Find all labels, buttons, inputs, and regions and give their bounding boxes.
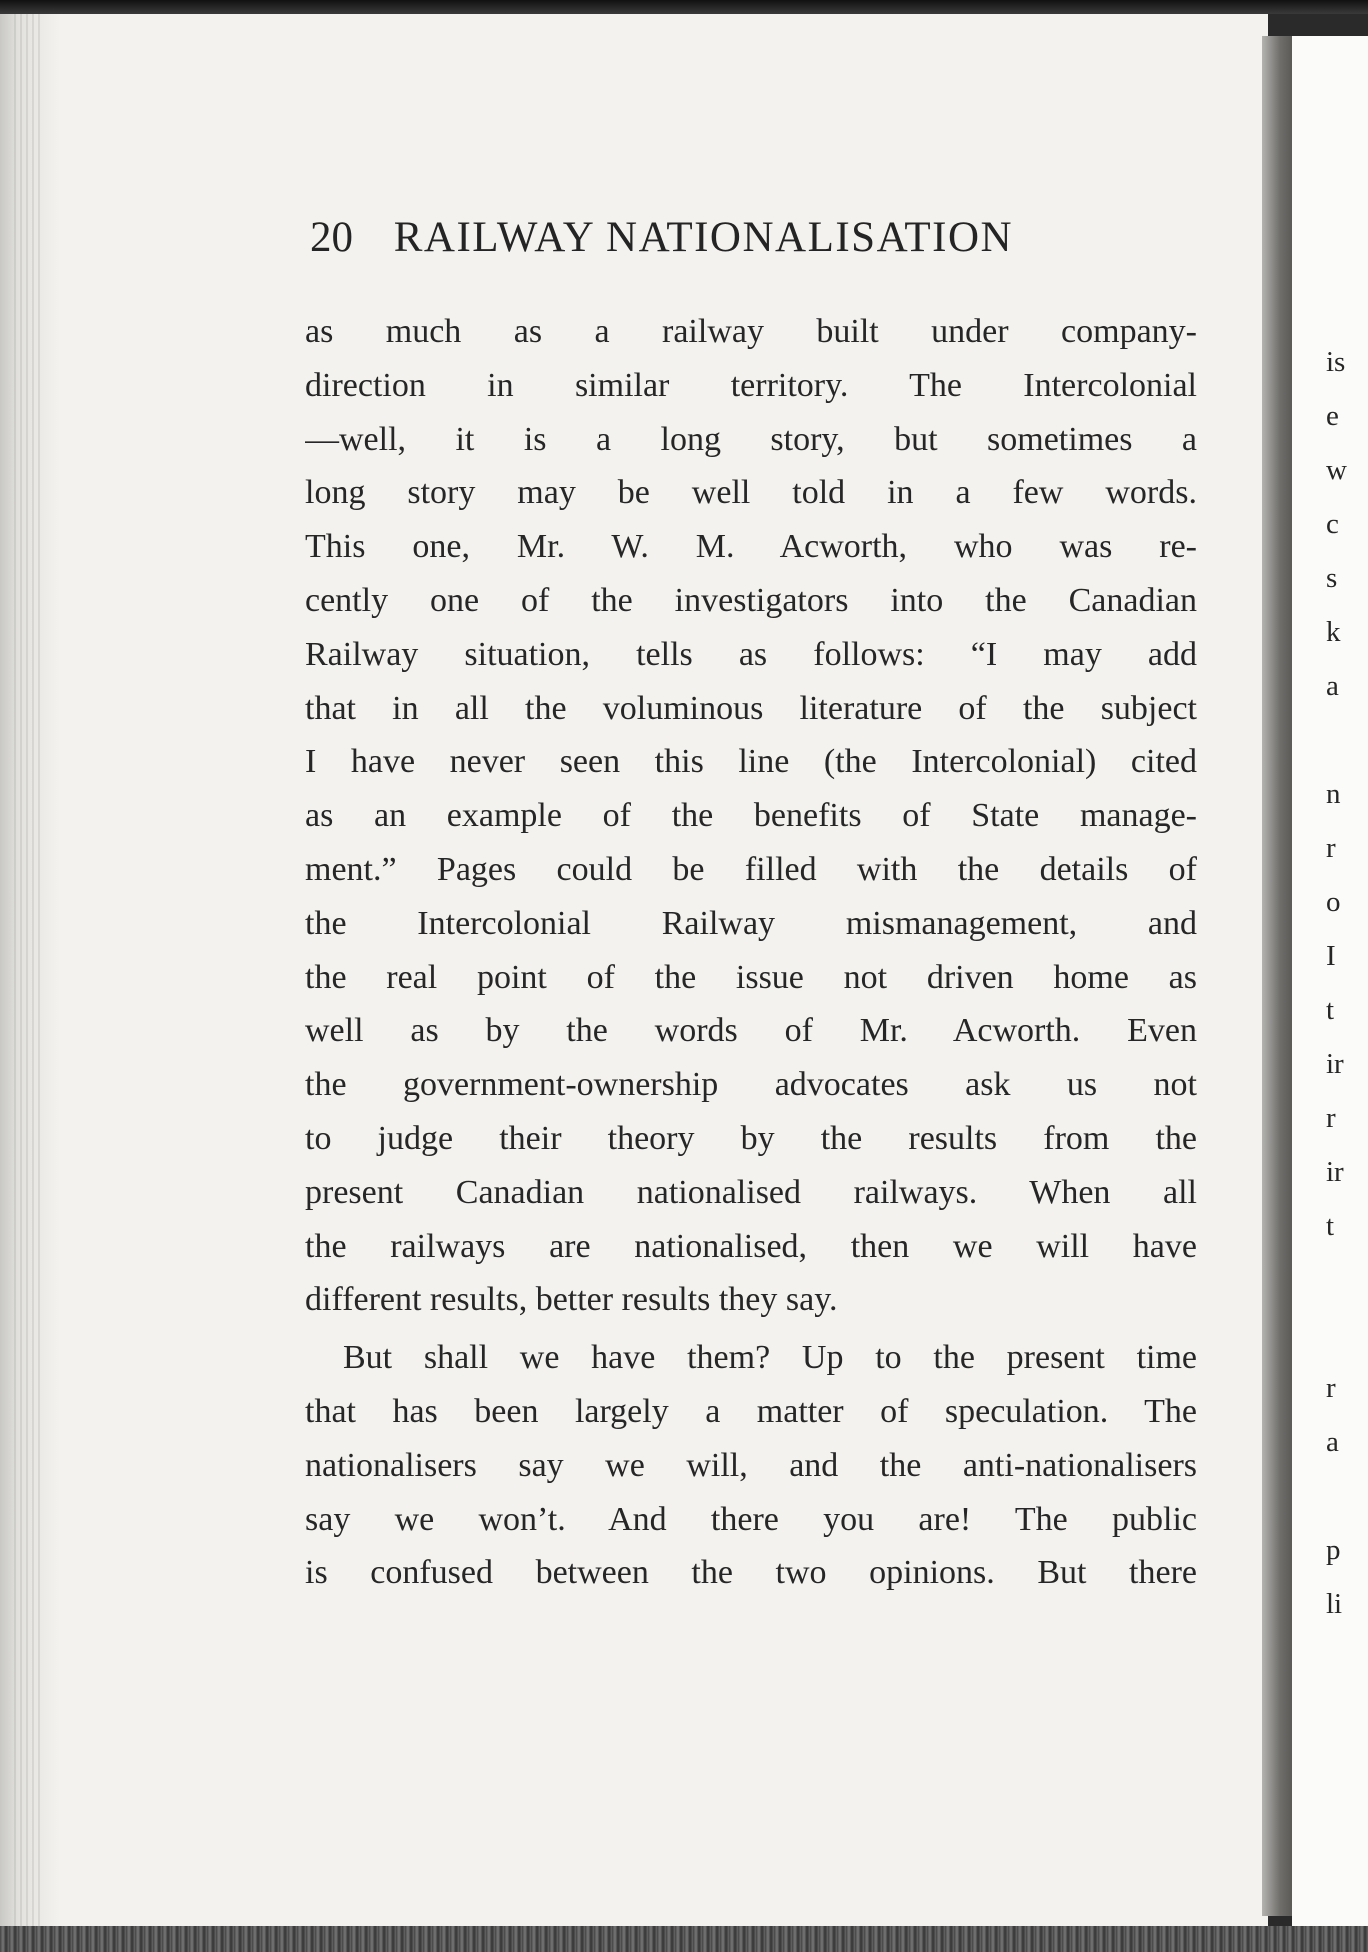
page-number: 20 xyxy=(310,214,353,261)
facing-page-fragment: k xyxy=(1326,616,1341,648)
text-line: —well, it is a long story, but sometimes a xyxy=(305,420,1197,458)
text-line: But shall we have them? Up to the present time xyxy=(343,1339,1197,1377)
gutter-shadow xyxy=(1262,36,1292,1916)
facing-page-fragment: t xyxy=(1326,994,1335,1026)
paragraph xyxy=(305,305,1197,1327)
text-line: that in all the voluminous literature of the subject xyxy=(305,689,1197,727)
text-line: different results, better results they say. xyxy=(305,1281,838,1319)
facing-page-fragment: w xyxy=(1326,454,1347,486)
facing-page-fragment: s xyxy=(1326,562,1338,594)
facing-page-fragment: e xyxy=(1326,400,1339,432)
text-line: the Intercolonial Railway mismanagement, and xyxy=(305,904,1197,942)
page-edge-lines xyxy=(10,14,40,1926)
text-line: direction in similar territory. The Intercolonial xyxy=(305,366,1197,404)
body-text xyxy=(305,305,1197,1600)
text-line: nationalisers say we will, and the anti-nationalisers xyxy=(305,1446,1197,1484)
scan-top-edge xyxy=(0,0,1368,14)
facing-page-fragment: a xyxy=(1326,1426,1339,1458)
paragraph xyxy=(305,1331,1197,1600)
facing-page-fragment: c xyxy=(1326,508,1339,540)
facing-page-fragment: r xyxy=(1326,1372,1336,1404)
facing-page-fragment: p xyxy=(1326,1534,1341,1566)
text-line: to judge their theory by the results from the xyxy=(305,1119,1197,1157)
facing-page-fragment: t xyxy=(1326,1210,1335,1242)
text-line: This one, Mr. W. M. Acworth, who was re- xyxy=(305,528,1197,566)
text-line: as an example of the benefits of State manage- xyxy=(305,797,1197,835)
running-title: RAILWAY NATIONALISATION xyxy=(393,214,1014,261)
text-line: long story may be well told in a few words. xyxy=(305,474,1197,512)
facing-page-fragment: li xyxy=(1326,1588,1343,1620)
text-line: present Canadian nationalised railways. When all xyxy=(305,1173,1197,1211)
text-line: the real point of the issue not driven home as xyxy=(305,958,1197,996)
running-head xyxy=(310,213,1170,263)
text-line: that has been largely a matter of speculation. The xyxy=(305,1392,1197,1430)
text-line: ment.” Pages could be filled with the details of xyxy=(305,850,1197,888)
text-line: well as by the words of Mr. Acworth. Even xyxy=(305,1012,1197,1050)
text-line: the government-ownership advocates ask us not xyxy=(305,1066,1197,1104)
text-line: cently one of the investigators into the Canadian xyxy=(305,581,1197,619)
facing-page-fragment: ir xyxy=(1326,1156,1344,1188)
text-line: Railway situation, tells as follows: “I may add xyxy=(305,635,1197,673)
facing-page-fragment: n xyxy=(1326,778,1341,810)
facing-page-fragment: r xyxy=(1326,832,1336,864)
text-line: the railways are nationalised, then we will have xyxy=(305,1227,1197,1265)
facing-page-fragment: o xyxy=(1326,886,1341,918)
text-line: say we won’t. And there you are! The public xyxy=(305,1500,1197,1538)
text-line: as much as a railway built under company- xyxy=(305,313,1197,350)
facing-page-fragment: a xyxy=(1326,670,1339,702)
facing-page-fragment: I xyxy=(1326,940,1336,972)
facing-page-fragment: r xyxy=(1326,1102,1336,1134)
facing-page-fragment: ir xyxy=(1326,1048,1344,1080)
text-line: I have never seen this line (the Intercolonial) cited xyxy=(305,743,1197,781)
scan-bottom-edge xyxy=(0,1926,1368,1952)
facing-page xyxy=(1292,36,1368,1926)
facing-page-fragment: is xyxy=(1326,346,1346,378)
text-line: is confused between the two opinions. But there xyxy=(305,1554,1197,1592)
